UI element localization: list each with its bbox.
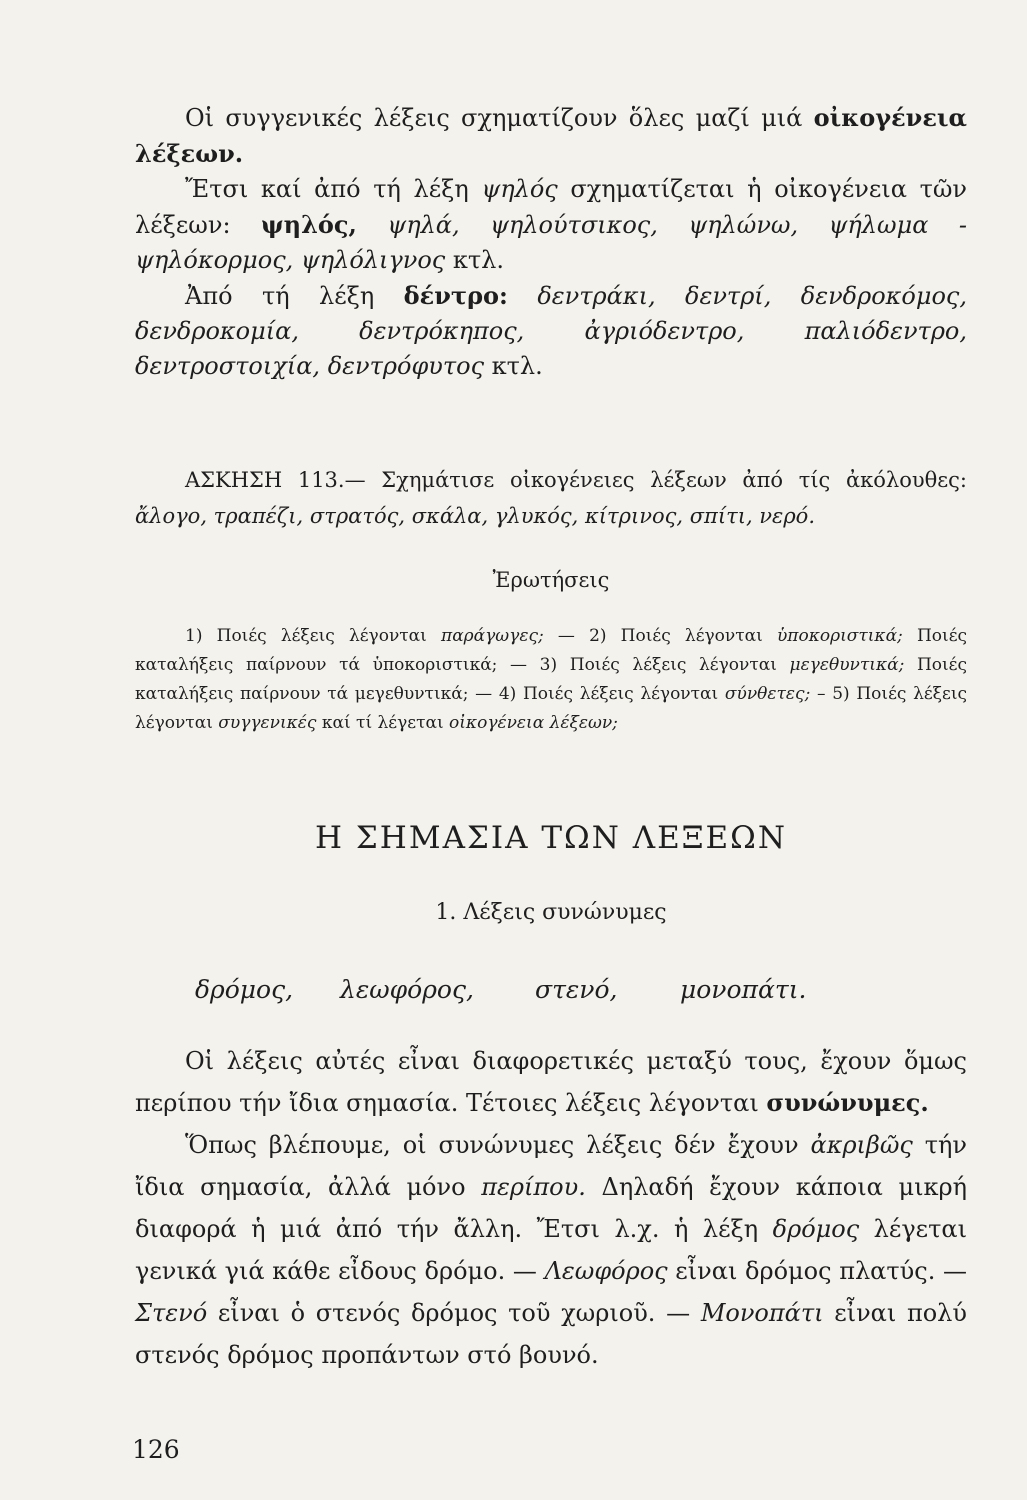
exercise-text: ΑΣΚΗΣΗ 113.— Σχημάτισε οἰκογένειες λέξεων ἀπό τίς ἀκόλουθες: ἄλογο, τραπέζι, στρατός, σκάλα, γλυκός, κίτρινος, σπίτι, νερό. [135,468,967,528]
paragraph-psilos-example: Ἔτσι καί ἀπό τή λέξη ψηλός σχηματίζεται ἡ οἰκογένεια τῶν λέξεων: ψηλός, ψηλά, ψηλούτσικος, ψηλώνω, ψήλωμα - ψηλόκορμος, ψηλόλιγνος κτλ. [135,175,968,274]
page-number: 126 [132,1435,180,1464]
exercise-113 [135,462,967,534]
paragraph-synonyms-explanation: Ὅπως βλέπουμε, οἱ συνώνυμες λέξεις δέν ἔχουν ἀκριβῶς τήν ἴδια σημασία, ἀλλά μόνο περίπου. Δηλαδή ἔχουν κάποια μικρή διαφορά ἡ μιά ἀπό τήν ἄλλη. Ἔτσι λ.χ. ἡ λέξη δρόμος λέγεται γενικά γιά κάθε εἶδους δρόμο. — Λεωφόρος εἶναι δρόμος πλατύς. — Στενό εἶναι ὁ στενός δρόμος τοῦ χωριοῦ. — Μονοπάτι εἶναι πολύ στενός δρόμος προπάντων στό βουνό. [135,1131,968,1369]
paragraph-family-definition: Οἱ συγγενικές λέξεις σχηματίζουν ὅλες μαζί μιά οἰκογένεια λέξεων. [135,103,967,168]
word-list: δεντράκι, δεντρί, δενδροκόμος, δενδροκομία, δεντρόκηπος, ἀγριόδεντρο, παλιόδεντρο, δεντροστοιχία, δεντρόφυτος [135,282,967,380]
example-word: δρόμος, [195,975,294,1004]
body-section [135,1040,967,1376]
exercise-words: ἄλογο, τραπέζι, στρατός, σκάλα, γλυκός, κίτρινος, σπίτι, νερό. [135,504,815,528]
bold-word: δέντρο: [403,281,508,310]
example-word: λεωφόρος, [340,975,474,1004]
example-word: μονοπάτι. [680,975,807,1004]
paragraph-dentro-example: Ἀπό τή λέξη δέντρο: δεντράκι, δεντρί, δενδροκόμος, δενδροκομία, δεντρόκηπος, ἀγριόδεντρο, παλιόδεντρο, δεντροστοιχία, δεντρόφυτος κτλ. [135,281,967,380]
questions-title: Ἐρωτήσεις [492,568,610,592]
bold-term: συνώνυμες. [766,1088,929,1117]
questions-block [135,622,967,738]
italic-word: ψηλός [481,175,558,203]
bold-word: ψηλός, [261,210,357,239]
questions-text: 1) Ποιές λέξεις λέγονται παράγωγες; — 2) Ποιές λέγονται ὑποκοριστικά; Ποιές καταλήξεις παίρνουν τά ὑποκοριστικά; — 3) Ποιές λέξεις λέγονται μεγεθυντικά; Ποιές καταλήξεις παίρνουν τά μεγεθυντικά; — 4) Ποιές λέξεις λέγονται σύνθετες; – 5) Ποιές λέξεις λέγονται συγγενικές καί τί λέγεται οἰκογένεια λέξεων; [135,626,968,733]
paragraph-synonyms-definition: Οἱ λέξεις αὐτές εἶναι διαφορετικές μεταξύ τους, ἔχουν ὅμως περίπου τήν ἴδια σημασία. Τέτοιες λέξεις λέγονται συνώνυμες. [135,1047,967,1117]
subheading-synonyms: 1. Λέξεις συνώνυμες [435,900,667,925]
exercise-label: ΑΣΚΗΣΗ 113.— [185,468,366,492]
word-list: ψηλά, ψηλούτσικος, ψηλώνω, ψήλωμα - ψηλόκορμος, ψηλόλιγνος [135,211,967,274]
bold-term: οἰκογένεια λέξεων. [135,103,967,168]
example-word: στενό, [535,975,618,1004]
section-heading: Η ΣΗΜΑΣΙΑ ΤΩΝ ΛΕΞΕΩΝ [314,820,788,856]
intro-section [135,100,967,384]
